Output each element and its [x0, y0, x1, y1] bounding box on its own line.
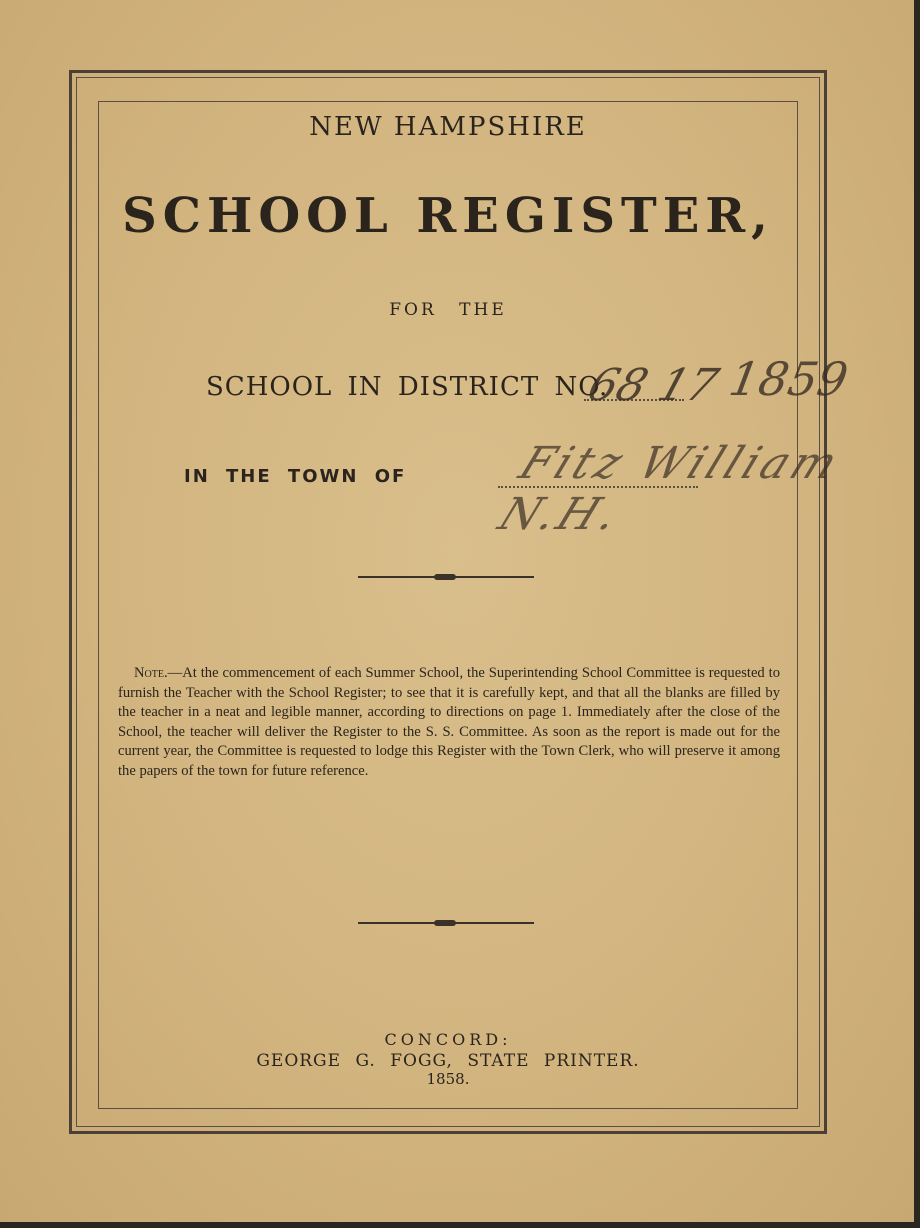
- inner-border: [98, 101, 798, 1109]
- handwritten-town: Fitz William N.H.: [491, 438, 849, 540]
- note-paragraph: [118, 664, 780, 782]
- imprint-year: 1858.: [426, 1070, 470, 1088]
- district-label: SCHOOL IN DISTRICT NO.: [206, 372, 609, 402]
- handwritten-year: 1859: [725, 352, 852, 406]
- ornamental-rule-top: [358, 576, 534, 578]
- imprint-printer: GEORGE G. FOGG, STATE PRINTER.: [256, 1051, 640, 1071]
- register-title: SCHOOL REGISTER,: [122, 188, 774, 244]
- note-lead: Note.: [134, 665, 168, 681]
- imprint-city: CONCORD:: [384, 1030, 512, 1049]
- town-label: IN THE TOWN OF: [184, 466, 407, 487]
- state-heading: NEW HAMPSHIRE: [309, 112, 587, 142]
- for-the-line: FOR THE: [389, 300, 507, 320]
- ornamental-rule-bottom: [358, 922, 534, 924]
- handwritten-district-number: 68 17: [581, 360, 725, 411]
- note-text: —At the commencement of each Summer School, the Superintending School Committee is requested to furnish the Teacher with the School Register; to see that it is carefully kept, and that all the blanks are filled by the teacher in a neat and legible manner, according to directions on page 1. Immediately after the close of the School, the teacher will deliver the Register to the S. S. Committee. As soon as the report is made out for the current year, the Committee is requested to lodge this Register with the Town Clerk, who will preserve it among the papers of the town for future reference.: [118, 665, 780, 779]
